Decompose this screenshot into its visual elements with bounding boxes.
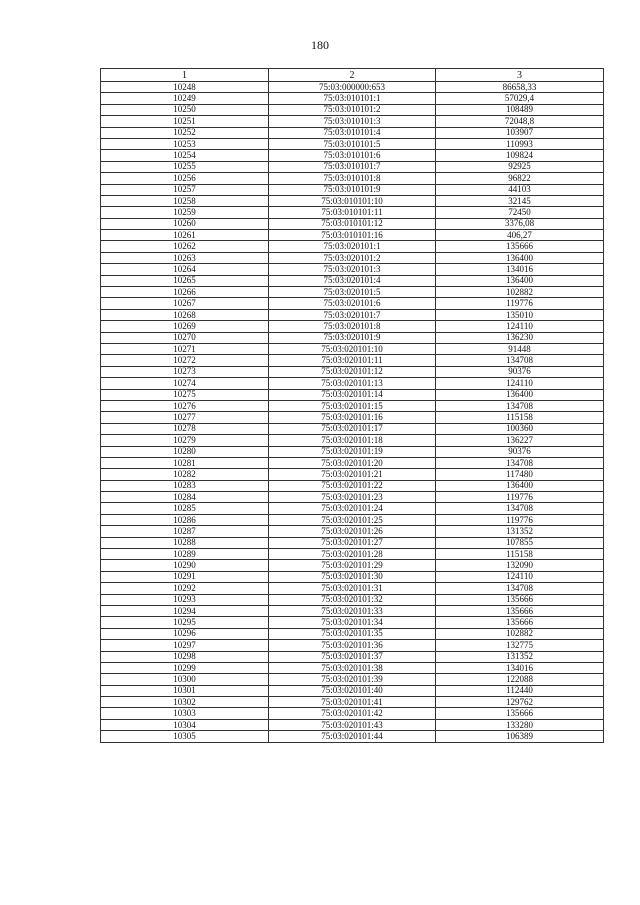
table-row — [101, 230, 604, 241]
table-row — [101, 321, 604, 332]
value-cell: 124110 — [436, 378, 604, 389]
value-cell: 32145 — [436, 195, 604, 206]
cadastral-number-cell: 75:03:020101:44 — [269, 731, 436, 742]
table-row — [101, 378, 604, 389]
value-cell: 119776 — [436, 492, 604, 503]
value-cell: 90376 — [436, 366, 604, 377]
table-row — [101, 264, 604, 275]
value-cell: 102882 — [436, 287, 604, 298]
cadastral-number-cell: 75:03:020101:38 — [269, 662, 436, 673]
value-cell: 135010 — [436, 309, 604, 320]
cadastral-number-cell: 75:03:020101:18 — [269, 435, 436, 446]
cadastral-number-cell: 75:03:020101:37 — [269, 651, 436, 662]
value-cell: 135666 — [436, 605, 604, 616]
row-number-cell: 10277 — [101, 412, 269, 423]
value-cell: 124110 — [436, 321, 604, 332]
cadastral-number-cell: 75:03:020101:2 — [269, 252, 436, 263]
table-row — [101, 184, 604, 195]
value-cell: 112440 — [436, 685, 604, 696]
value-cell: 119776 — [436, 298, 604, 309]
cadastral-number-cell: 75:03:020101:1 — [269, 241, 436, 252]
row-number-cell: 10299 — [101, 662, 269, 673]
row-number-cell: 10260 — [101, 218, 269, 229]
row-number-cell: 10291 — [101, 571, 269, 582]
row-number-cell: 10305 — [101, 731, 269, 742]
value-cell: 136227 — [436, 435, 604, 446]
row-number-cell: 10285 — [101, 503, 269, 514]
value-cell: 135666 — [436, 594, 604, 605]
row-number-cell: 10248 — [101, 82, 269, 93]
row-number-cell: 10294 — [101, 605, 269, 616]
row-number-cell: 10297 — [101, 640, 269, 651]
table-row — [101, 218, 604, 229]
table-row — [101, 628, 604, 639]
row-number-cell: 10261 — [101, 230, 269, 241]
table-row — [101, 195, 604, 206]
value-cell: 134708 — [436, 400, 604, 411]
cadastral-number-cell: 75:03:020101:8 — [269, 321, 436, 332]
value-cell: 131352 — [436, 526, 604, 537]
table-row — [101, 127, 604, 138]
cadastral-number-cell: 75:03:020101:26 — [269, 526, 436, 537]
data-table — [100, 68, 604, 743]
value-cell: 134016 — [436, 264, 604, 275]
cadastral-number-cell: 75:03:020101:42 — [269, 708, 436, 719]
cadastral-number-cell: 75:03:000000:653 — [269, 82, 436, 93]
value-cell: 103907 — [436, 127, 604, 138]
table-row — [101, 719, 604, 730]
cadastral-number-cell: 75:03:020101:33 — [269, 605, 436, 616]
value-cell: 133280 — [436, 719, 604, 730]
cadastral-number-cell: 75:03:020101:25 — [269, 514, 436, 525]
table-row — [101, 469, 604, 480]
row-number-cell: 10287 — [101, 526, 269, 537]
value-cell: 136400 — [436, 480, 604, 491]
table-row — [101, 173, 604, 184]
value-cell: 136400 — [436, 389, 604, 400]
value-cell: 110993 — [436, 138, 604, 149]
row-number-cell: 10271 — [101, 343, 269, 354]
table-row — [101, 355, 604, 366]
column-header-1: 1 — [101, 69, 269, 82]
cadastral-number-cell: 75:03:020101:5 — [269, 287, 436, 298]
row-number-cell: 10270 — [101, 332, 269, 343]
row-number-cell: 10289 — [101, 549, 269, 560]
table-row — [101, 287, 604, 298]
column-header-2: 2 — [269, 69, 436, 82]
table-row — [101, 457, 604, 468]
table-row — [101, 446, 604, 457]
table-row — [101, 343, 604, 354]
row-number-cell: 10276 — [101, 400, 269, 411]
row-number-cell: 10258 — [101, 195, 269, 206]
cadastral-number-cell: 75:03:010101:4 — [269, 127, 436, 138]
cadastral-number-cell: 75:03:020101:43 — [269, 719, 436, 730]
value-cell: 406,27 — [436, 230, 604, 241]
row-number-cell: 10286 — [101, 514, 269, 525]
cadastral-number-cell: 75:03:020101:30 — [269, 571, 436, 582]
header-row — [101, 69, 604, 82]
cadastral-number-cell: 75:03:020101:10 — [269, 343, 436, 354]
row-number-cell: 10302 — [101, 697, 269, 708]
value-cell: 124110 — [436, 571, 604, 582]
cadastral-number-cell: 75:03:010101:11 — [269, 207, 436, 218]
row-number-cell: 10253 — [101, 138, 269, 149]
table-row — [101, 549, 604, 560]
table-row — [101, 617, 604, 628]
row-number-cell: 10296 — [101, 628, 269, 639]
table-row — [101, 560, 604, 571]
value-cell: 72048,8 — [436, 116, 604, 127]
cadastral-number-cell: 75:03:020101:21 — [269, 469, 436, 480]
row-number-cell: 10292 — [101, 583, 269, 594]
table-row — [101, 537, 604, 548]
row-number-cell: 10280 — [101, 446, 269, 457]
value-cell: 134708 — [436, 583, 604, 594]
cadastral-number-cell: 75:03:020101:24 — [269, 503, 436, 514]
table-row — [101, 275, 604, 286]
table-row — [101, 480, 604, 491]
table-row — [101, 332, 604, 343]
cadastral-number-cell: 75:03:020101:23 — [269, 492, 436, 503]
value-cell: 3376,08 — [436, 218, 604, 229]
row-number-cell: 10288 — [101, 537, 269, 548]
value-cell: 132090 — [436, 560, 604, 571]
table-row — [101, 731, 604, 742]
row-number-cell: 10304 — [101, 719, 269, 730]
cadastral-number-cell: 75:03:020101:11 — [269, 355, 436, 366]
table-row — [101, 662, 604, 673]
value-cell: 119776 — [436, 514, 604, 525]
cadastral-number-cell: 75:03:020101:28 — [269, 549, 436, 560]
row-number-cell: 10293 — [101, 594, 269, 605]
table-row — [101, 366, 604, 377]
row-number-cell: 10255 — [101, 161, 269, 172]
cadastral-number-cell: 75:03:020101:27 — [269, 537, 436, 548]
table-row — [101, 298, 604, 309]
cadastral-number-cell: 75:03:020101:41 — [269, 697, 436, 708]
row-number-cell: 10266 — [101, 287, 269, 298]
cadastral-number-cell: 75:03:010101:3 — [269, 116, 436, 127]
row-number-cell: 10249 — [101, 93, 269, 104]
value-cell: 136400 — [436, 275, 604, 286]
value-cell: 129762 — [436, 697, 604, 708]
row-number-cell: 10275 — [101, 389, 269, 400]
cadastral-number-cell: 75:03:020101:29 — [269, 560, 436, 571]
cadastral-number-cell: 75:03:020101:4 — [269, 275, 436, 286]
cadastral-number-cell: 75:03:010101:5 — [269, 138, 436, 149]
value-cell: 91448 — [436, 343, 604, 354]
page-number: 180 — [311, 38, 329, 52]
cadastral-number-cell: 75:03:020101:36 — [269, 640, 436, 651]
table-row — [101, 526, 604, 537]
cadastral-number-cell: 75:03:010101:12 — [269, 218, 436, 229]
cadastral-number-cell: 75:03:020101:32 — [269, 594, 436, 605]
value-cell: 108489 — [436, 104, 604, 115]
cadastral-number-cell: 75:03:020101:3 — [269, 264, 436, 275]
table-row — [101, 583, 604, 594]
cadastral-number-cell: 75:03:020101:16 — [269, 412, 436, 423]
row-number-cell: 10257 — [101, 184, 269, 195]
row-number-cell: 10251 — [101, 116, 269, 127]
row-number-cell: 10281 — [101, 457, 269, 468]
table-row — [101, 435, 604, 446]
cadastral-number-cell: 75:03:020101:34 — [269, 617, 436, 628]
cadastral-number-cell: 75:03:020101:31 — [269, 583, 436, 594]
row-number-cell: 10265 — [101, 275, 269, 286]
value-cell: 135666 — [436, 617, 604, 628]
row-number-cell: 10254 — [101, 150, 269, 161]
table-row — [101, 93, 604, 104]
cadastral-number-cell: 75:03:020101:14 — [269, 389, 436, 400]
value-cell: 96822 — [436, 173, 604, 184]
cadastral-number-cell: 75:03:020101:39 — [269, 674, 436, 685]
row-number-cell: 10272 — [101, 355, 269, 366]
row-number-cell: 10264 — [101, 264, 269, 275]
value-cell: 115158 — [436, 549, 604, 560]
value-cell: 109824 — [436, 150, 604, 161]
value-cell: 136400 — [436, 252, 604, 263]
value-cell: 134016 — [436, 662, 604, 673]
row-number-cell: 10267 — [101, 298, 269, 309]
column-header-3: 3 — [436, 69, 604, 82]
value-cell: 136230 — [436, 332, 604, 343]
table-row — [101, 685, 604, 696]
value-cell: 92925 — [436, 161, 604, 172]
cadastral-number-cell: 75:03:020101:20 — [269, 457, 436, 468]
row-number-cell: 10301 — [101, 685, 269, 696]
row-number-cell: 10282 — [101, 469, 269, 480]
table-row — [101, 605, 604, 616]
cadastral-number-cell: 75:03:020101:17 — [269, 423, 436, 434]
cadastral-number-cell: 75:03:010101:16 — [269, 230, 436, 241]
table-row — [101, 492, 604, 503]
table-row — [101, 674, 604, 685]
row-number-cell: 10269 — [101, 321, 269, 332]
row-number-cell: 10290 — [101, 560, 269, 571]
table-row — [101, 309, 604, 320]
table-row — [101, 514, 604, 525]
cadastral-number-cell: 75:03:010101:1 — [269, 93, 436, 104]
cadastral-number-cell: 75:03:010101:6 — [269, 150, 436, 161]
cadastral-number-cell: 75:03:020101:15 — [269, 400, 436, 411]
row-number-cell: 10252 — [101, 127, 269, 138]
row-number-cell: 10273 — [101, 366, 269, 377]
table-row — [101, 400, 604, 411]
value-cell: 135666 — [436, 241, 604, 252]
row-number-cell: 10262 — [101, 241, 269, 252]
row-number-cell: 10284 — [101, 492, 269, 503]
table-row — [101, 503, 604, 514]
row-number-cell: 10300 — [101, 674, 269, 685]
table-row — [101, 571, 604, 582]
row-number-cell: 10278 — [101, 423, 269, 434]
row-number-cell: 10268 — [101, 309, 269, 320]
table-row — [101, 640, 604, 651]
table-row — [101, 241, 604, 252]
row-number-cell: 10303 — [101, 708, 269, 719]
table-row — [101, 161, 604, 172]
table-row — [101, 594, 604, 605]
row-number-cell: 10256 — [101, 173, 269, 184]
table-header — [101, 69, 604, 82]
row-number-cell: 10279 — [101, 435, 269, 446]
row-number-cell: 10298 — [101, 651, 269, 662]
value-cell: 132775 — [436, 640, 604, 651]
table-row — [101, 150, 604, 161]
cadastral-number-cell: 75:03:020101:6 — [269, 298, 436, 309]
value-cell: 102882 — [436, 628, 604, 639]
cadastral-number-cell: 75:03:010101:8 — [269, 173, 436, 184]
table-row — [101, 389, 604, 400]
value-cell: 115158 — [436, 412, 604, 423]
table-row — [101, 412, 604, 423]
cadastral-number-cell: 75:03:010101:2 — [269, 104, 436, 115]
value-cell: 90376 — [436, 446, 604, 457]
row-number-cell: 10263 — [101, 252, 269, 263]
value-cell: 57029,4 — [436, 93, 604, 104]
table-row — [101, 207, 604, 218]
row-number-cell: 10295 — [101, 617, 269, 628]
cadastral-number-cell: 75:03:020101:35 — [269, 628, 436, 639]
cadastral-number-cell: 75:03:020101:40 — [269, 685, 436, 696]
table-row — [101, 138, 604, 149]
row-number-cell: 10283 — [101, 480, 269, 491]
value-cell: 107855 — [436, 537, 604, 548]
row-number-cell: 10250 — [101, 104, 269, 115]
table-row — [101, 116, 604, 127]
cadastral-number-cell: 75:03:010101:10 — [269, 195, 436, 206]
cadastral-number-cell: 75:03:020101:12 — [269, 366, 436, 377]
value-cell: 131352 — [436, 651, 604, 662]
value-cell: 72450 — [436, 207, 604, 218]
value-cell: 106389 — [436, 731, 604, 742]
value-cell: 86658,33 — [436, 82, 604, 93]
value-cell: 100360 — [436, 423, 604, 434]
table-row — [101, 697, 604, 708]
table-row — [101, 252, 604, 263]
table-row — [101, 82, 604, 93]
value-cell: 134708 — [436, 503, 604, 514]
cadastral-number-cell: 75:03:020101:7 — [269, 309, 436, 320]
value-cell: 117480 — [436, 469, 604, 480]
cadastral-number-cell: 75:03:020101:13 — [269, 378, 436, 389]
value-cell: 134708 — [436, 355, 604, 366]
value-cell: 134708 — [436, 457, 604, 468]
table-body — [101, 82, 604, 743]
table-row — [101, 104, 604, 115]
table-row — [101, 651, 604, 662]
cadastral-number-cell: 75:03:010101:7 — [269, 161, 436, 172]
table-row — [101, 423, 604, 434]
value-cell: 44103 — [436, 184, 604, 195]
table-row — [101, 708, 604, 719]
value-cell: 122088 — [436, 674, 604, 685]
cadastral-number-cell: 75:03:010101:9 — [269, 184, 436, 195]
cadastral-number-cell: 75:03:020101:19 — [269, 446, 436, 457]
value-cell: 135666 — [436, 708, 604, 719]
cadastral-number-cell: 75:03:020101:22 — [269, 480, 436, 491]
row-number-cell: 10274 — [101, 378, 269, 389]
cadastral-number-cell: 75:03:020101:9 — [269, 332, 436, 343]
row-number-cell: 10259 — [101, 207, 269, 218]
